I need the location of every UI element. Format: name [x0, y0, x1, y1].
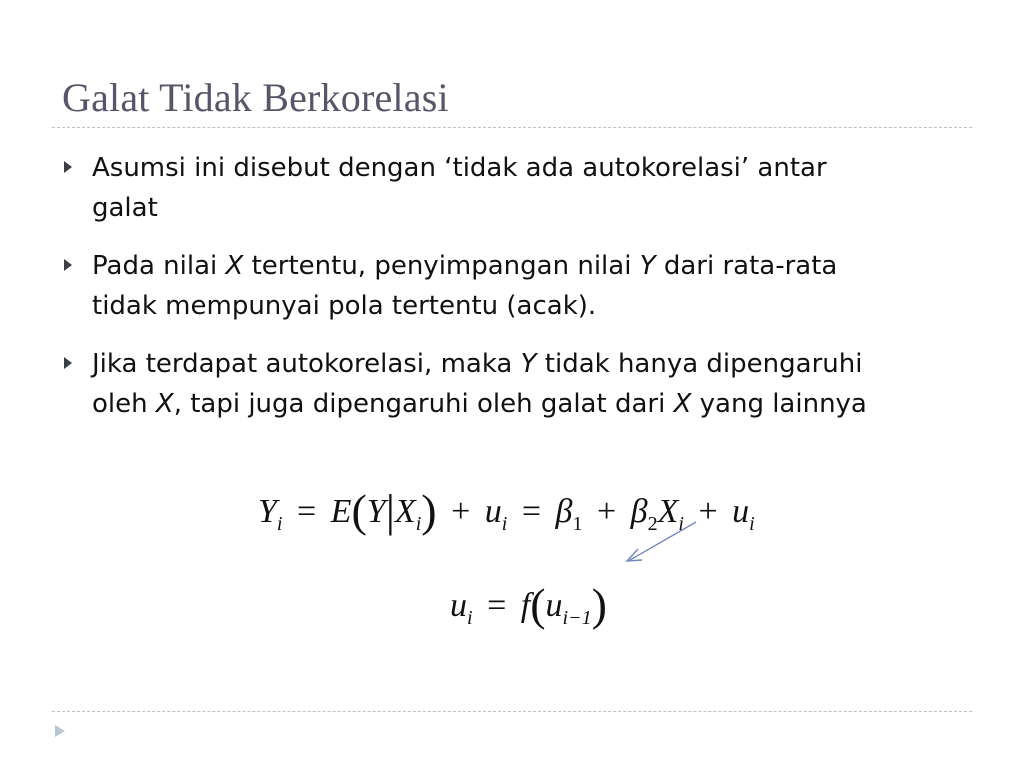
text-segment: dari rata-rata: [655, 251, 838, 281]
slide-title: Galat Tidak Berkorelasi: [62, 75, 449, 120]
autocorrelation-equation: [450, 578, 607, 631]
eq-symbol: X: [394, 493, 416, 530]
text-segment: oleh: [92, 389, 156, 419]
bullet-item-2: [62, 246, 962, 326]
eq-subscript: i: [467, 607, 473, 629]
eq-symbol: f: [520, 587, 531, 624]
bullet-2-line-2: tidak mempunyai pola tertentu (acak).: [92, 291, 597, 321]
title-divider: [52, 127, 972, 128]
bullet-3-line-2: [92, 384, 962, 424]
var-y: Y: [639, 251, 656, 281]
bullet-1-line-2: galat: [92, 193, 158, 223]
bullet-item-1: [62, 148, 962, 228]
eq-subscript: i: [678, 513, 684, 535]
bullet-2-line-1: [92, 246, 962, 286]
eq-subscript: 1: [572, 513, 583, 535]
eq-paren: (: [530, 579, 546, 630]
triangle-right-icon: [64, 161, 72, 173]
eq-symbol: u: [450, 587, 467, 624]
bullet-item-3: [62, 344, 962, 424]
bullet-list: [62, 148, 962, 442]
eq-symbol: Y: [258, 493, 277, 530]
eq-paren: (: [351, 485, 367, 536]
eq-bar: |: [385, 485, 395, 536]
eq-subscript: i: [749, 513, 755, 535]
eq-symbol: β: [555, 493, 573, 530]
eq-symbol: u: [484, 493, 502, 530]
eq-operator: =: [296, 493, 317, 530]
eq-symbol: u: [545, 587, 563, 624]
eq-symbol: E: [330, 493, 352, 530]
arrow-icon: [600, 510, 710, 570]
eq-subscript: i: [415, 513, 422, 535]
triangle-right-icon: [64, 259, 72, 271]
nav-triangle-icon[interactable]: [54, 724, 66, 738]
text-segment: tidak hanya dipengaruhi: [536, 349, 863, 379]
bullet-1-line-1: Asumsi ini disebut dengan ‘tidak ada autokorelasi’ antar: [92, 153, 827, 183]
eq-subscript: i−1: [562, 607, 592, 629]
var-x: X: [225, 251, 244, 281]
eq-paren: ): [421, 485, 437, 536]
text-segment: tertentu, penyimpangan nilai: [243, 251, 640, 281]
var-y: Y: [520, 349, 537, 379]
bullet-3-line-1: [92, 344, 962, 384]
eq-symbol: Y: [366, 493, 386, 530]
eq-operator: =: [521, 493, 542, 530]
var-x: X: [673, 389, 692, 419]
eq-symbol: β: [630, 493, 648, 530]
eq-operator: =: [487, 587, 507, 624]
eq-subscript: i: [276, 513, 283, 535]
text-segment: yang lainnya: [691, 389, 867, 419]
var-x: X: [155, 389, 174, 419]
text-segment: Jika terdapat autokorelasi, maka: [92, 349, 521, 379]
eq-operator: +: [451, 493, 471, 530]
text-segment: , tapi juga dipengaruhi oleh galat dari: [173, 389, 674, 419]
eq-subscript: 2: [647, 513, 658, 535]
eq-symbol: u: [732, 493, 750, 530]
footer-divider: [52, 711, 972, 712]
triangle-right-icon: [64, 357, 72, 369]
eq-symbol: X: [657, 493, 679, 530]
eq-paren: ): [591, 579, 607, 630]
eq-subscript: i: [501, 513, 508, 535]
eq-operator: +: [596, 493, 617, 530]
text-segment: Pada nilai: [92, 251, 226, 281]
eq-operator: +: [698, 493, 718, 530]
